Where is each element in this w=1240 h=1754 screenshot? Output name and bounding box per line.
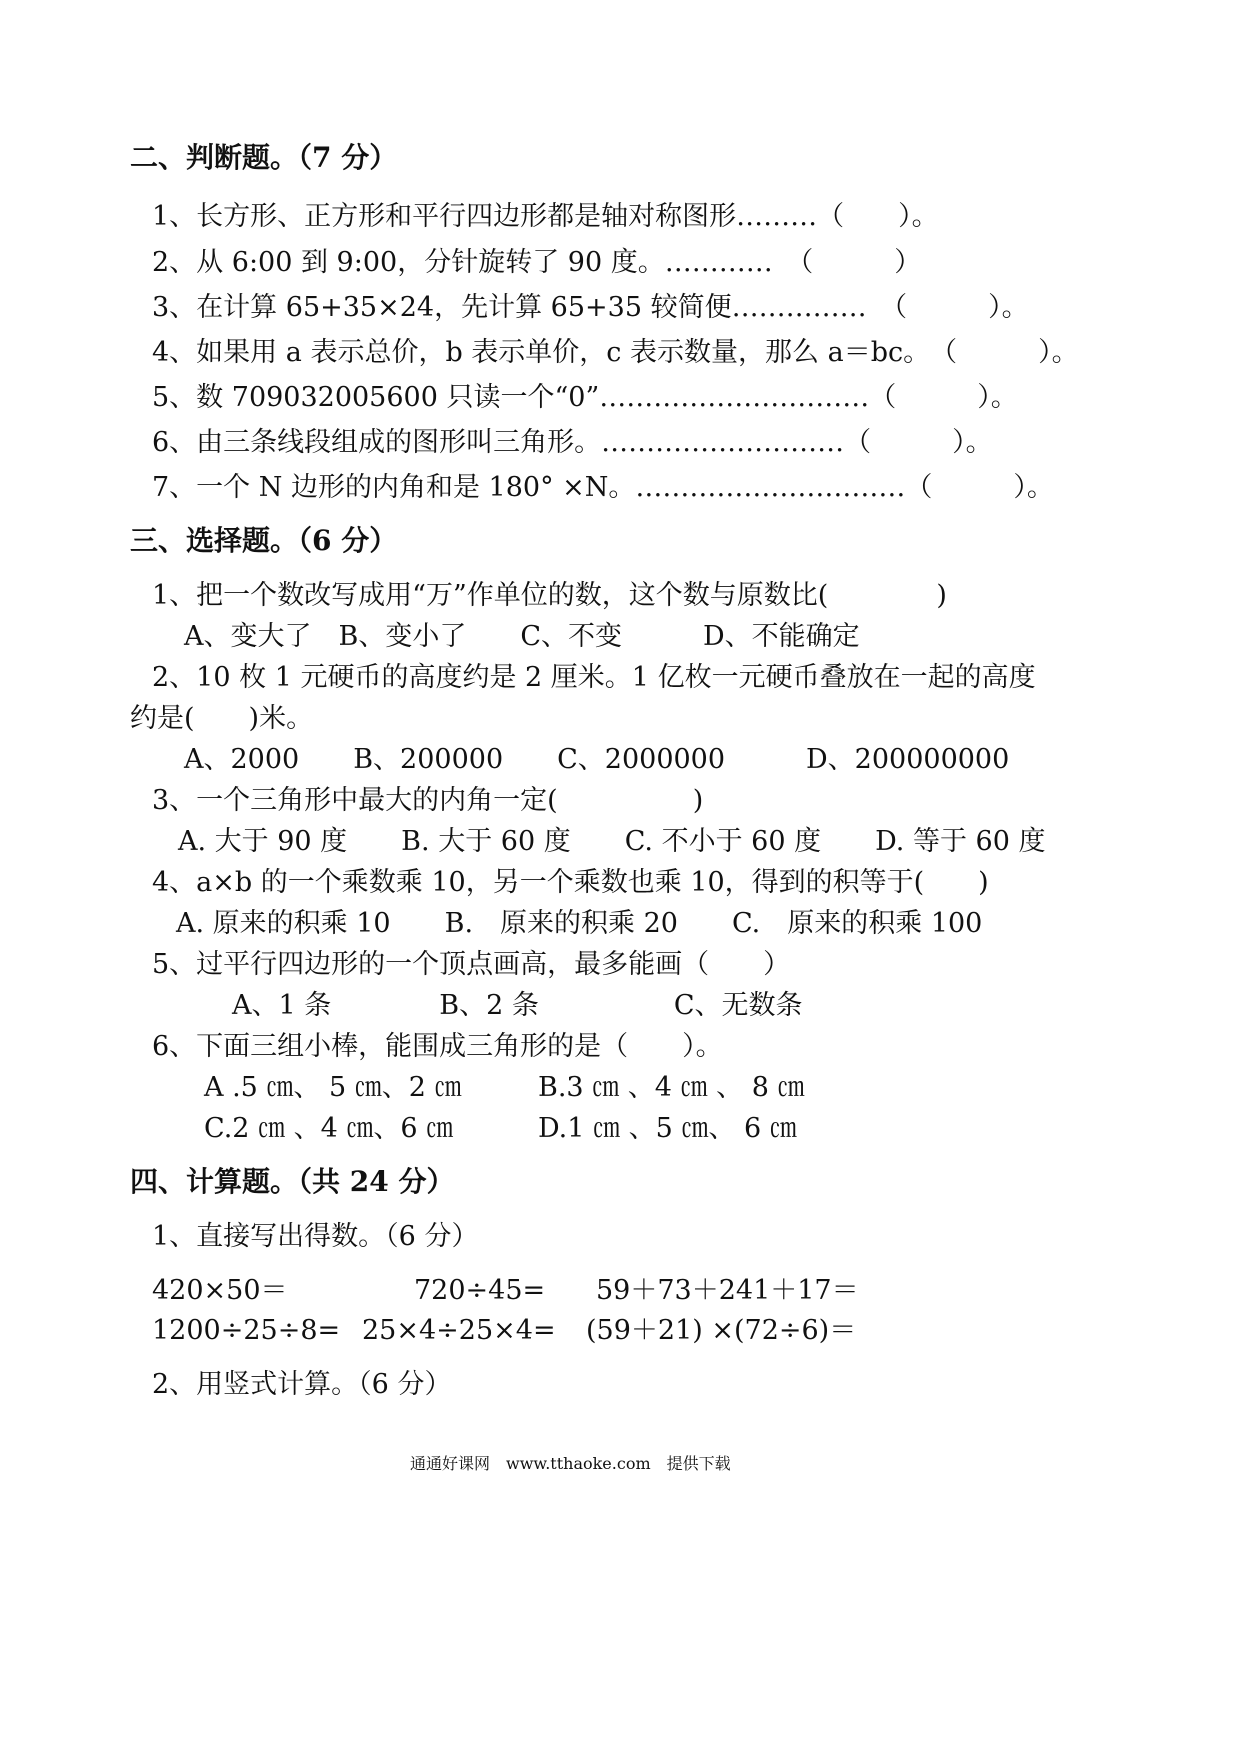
page-footer: 通通好课网 www.tthaoke.com 提供下载 xyxy=(410,1454,731,1473)
section-heading-judgement: 二、判断题。（7 分） xyxy=(130,141,398,174)
choice-question-3: 3、一个三角形中最大的内角一定( ) xyxy=(152,785,704,816)
judgement-item-6: 6、由三条线段组成的图形叫三角形。………………………（ ）。 xyxy=(152,427,993,458)
calc-problem-4: 1200÷25÷8= xyxy=(152,1315,341,1346)
calc-problem-5: 25×4÷25×4= xyxy=(362,1315,556,1346)
section-heading-calculation: 四、计算题。（共 24 分） xyxy=(130,1165,455,1198)
choice-options-1: A、变大了 B、变小了 C、不变 D、不能确定 xyxy=(184,621,860,652)
choice-question-1: 1、把一个数改写成用“万”作单位的数，这个数与原数比( ) xyxy=(152,580,947,611)
choice-options-4: A. 原来的积乘 10 B. 原来的积乘 20 C. 原来的积乘 100 xyxy=(176,908,983,939)
calc-problem-1: 420×50＝ xyxy=(152,1275,288,1306)
judgement-item-7: 7、一个 N 边形的内角和是 180° ×N。…………………………（ ）。 xyxy=(152,472,1054,503)
choice-question-6: 6、下面三组小棒，能围成三角形的是（ ）。 xyxy=(152,1031,723,1062)
calc-problem-3: 59＋73＋241＋17＝ xyxy=(596,1275,859,1306)
choice-option-6b: B.3 ㎝ 、4 ㎝ 、 8 ㎝ xyxy=(538,1072,805,1103)
choice-question-2-cont: 约是( )米。 xyxy=(130,703,314,734)
judgement-item-5: 5、数 709032005600 只读一个“0”…………………………（ ）。 xyxy=(152,382,1018,413)
choice-option-6c: C.2 ㎝ 、4 ㎝、6 ㎝ xyxy=(204,1113,454,1144)
section-heading-choice: 三、选择题。（6 分） xyxy=(130,524,398,557)
choice-option-6a: A .5 ㎝、 5 ㎝、2 ㎝ xyxy=(204,1072,462,1103)
choice-question-5: 5、过平行四边形的一个顶点画高，最多能画（ ） xyxy=(152,949,791,980)
calc-problem-2: 720÷45= xyxy=(414,1275,546,1306)
judgement-item-1: 1、长方形、正方形和平行四边形都是轴对称图形………（ ）。 xyxy=(152,201,939,232)
choice-options-5: A、1 条 B、2 条 C、无数条 xyxy=(232,990,803,1021)
judgement-item-2: 2、从 6:00 到 9:00，分针旋转了 90 度。………… （ ） xyxy=(152,247,922,278)
choice-question-4: 4、a×b 的一个乘数乘 10，另一个乘数也乘 10，得到的积等于( ) xyxy=(152,867,989,898)
judgement-item-3: 3、在计算 65+35×24，先计算 65+35 较简便…………… （ ）。 xyxy=(152,292,1029,323)
choice-options-2: A、2000 B、200000 C、2000000 D、200000000 xyxy=(184,744,1010,775)
calc-subheading-1: 1、直接写出得数。（6 分） xyxy=(152,1221,479,1252)
calc-problem-6: (59＋21) ×(72÷6)＝ xyxy=(586,1315,857,1346)
calc-subheading-2: 2、用竖式计算。（6 分） xyxy=(152,1369,452,1400)
choice-options-3: A. 大于 90 度 B. 大于 60 度 C. 不小于 60 度 D. 等于 60 度 xyxy=(178,826,1046,857)
choice-option-6d: D.1 ㎝ 、5 ㎝、 6 ㎝ xyxy=(538,1113,797,1144)
choice-question-2: 2、10 枚 1 元硬币的高度约是 2 厘米。1 亿枚一元硬币叠放在一起的高度 xyxy=(152,662,1036,693)
judgement-item-4: 4、如果用 a 表示总价，b 表示单价，c 表示数量，那么 a＝bc。 （ ）。 xyxy=(152,337,1079,368)
